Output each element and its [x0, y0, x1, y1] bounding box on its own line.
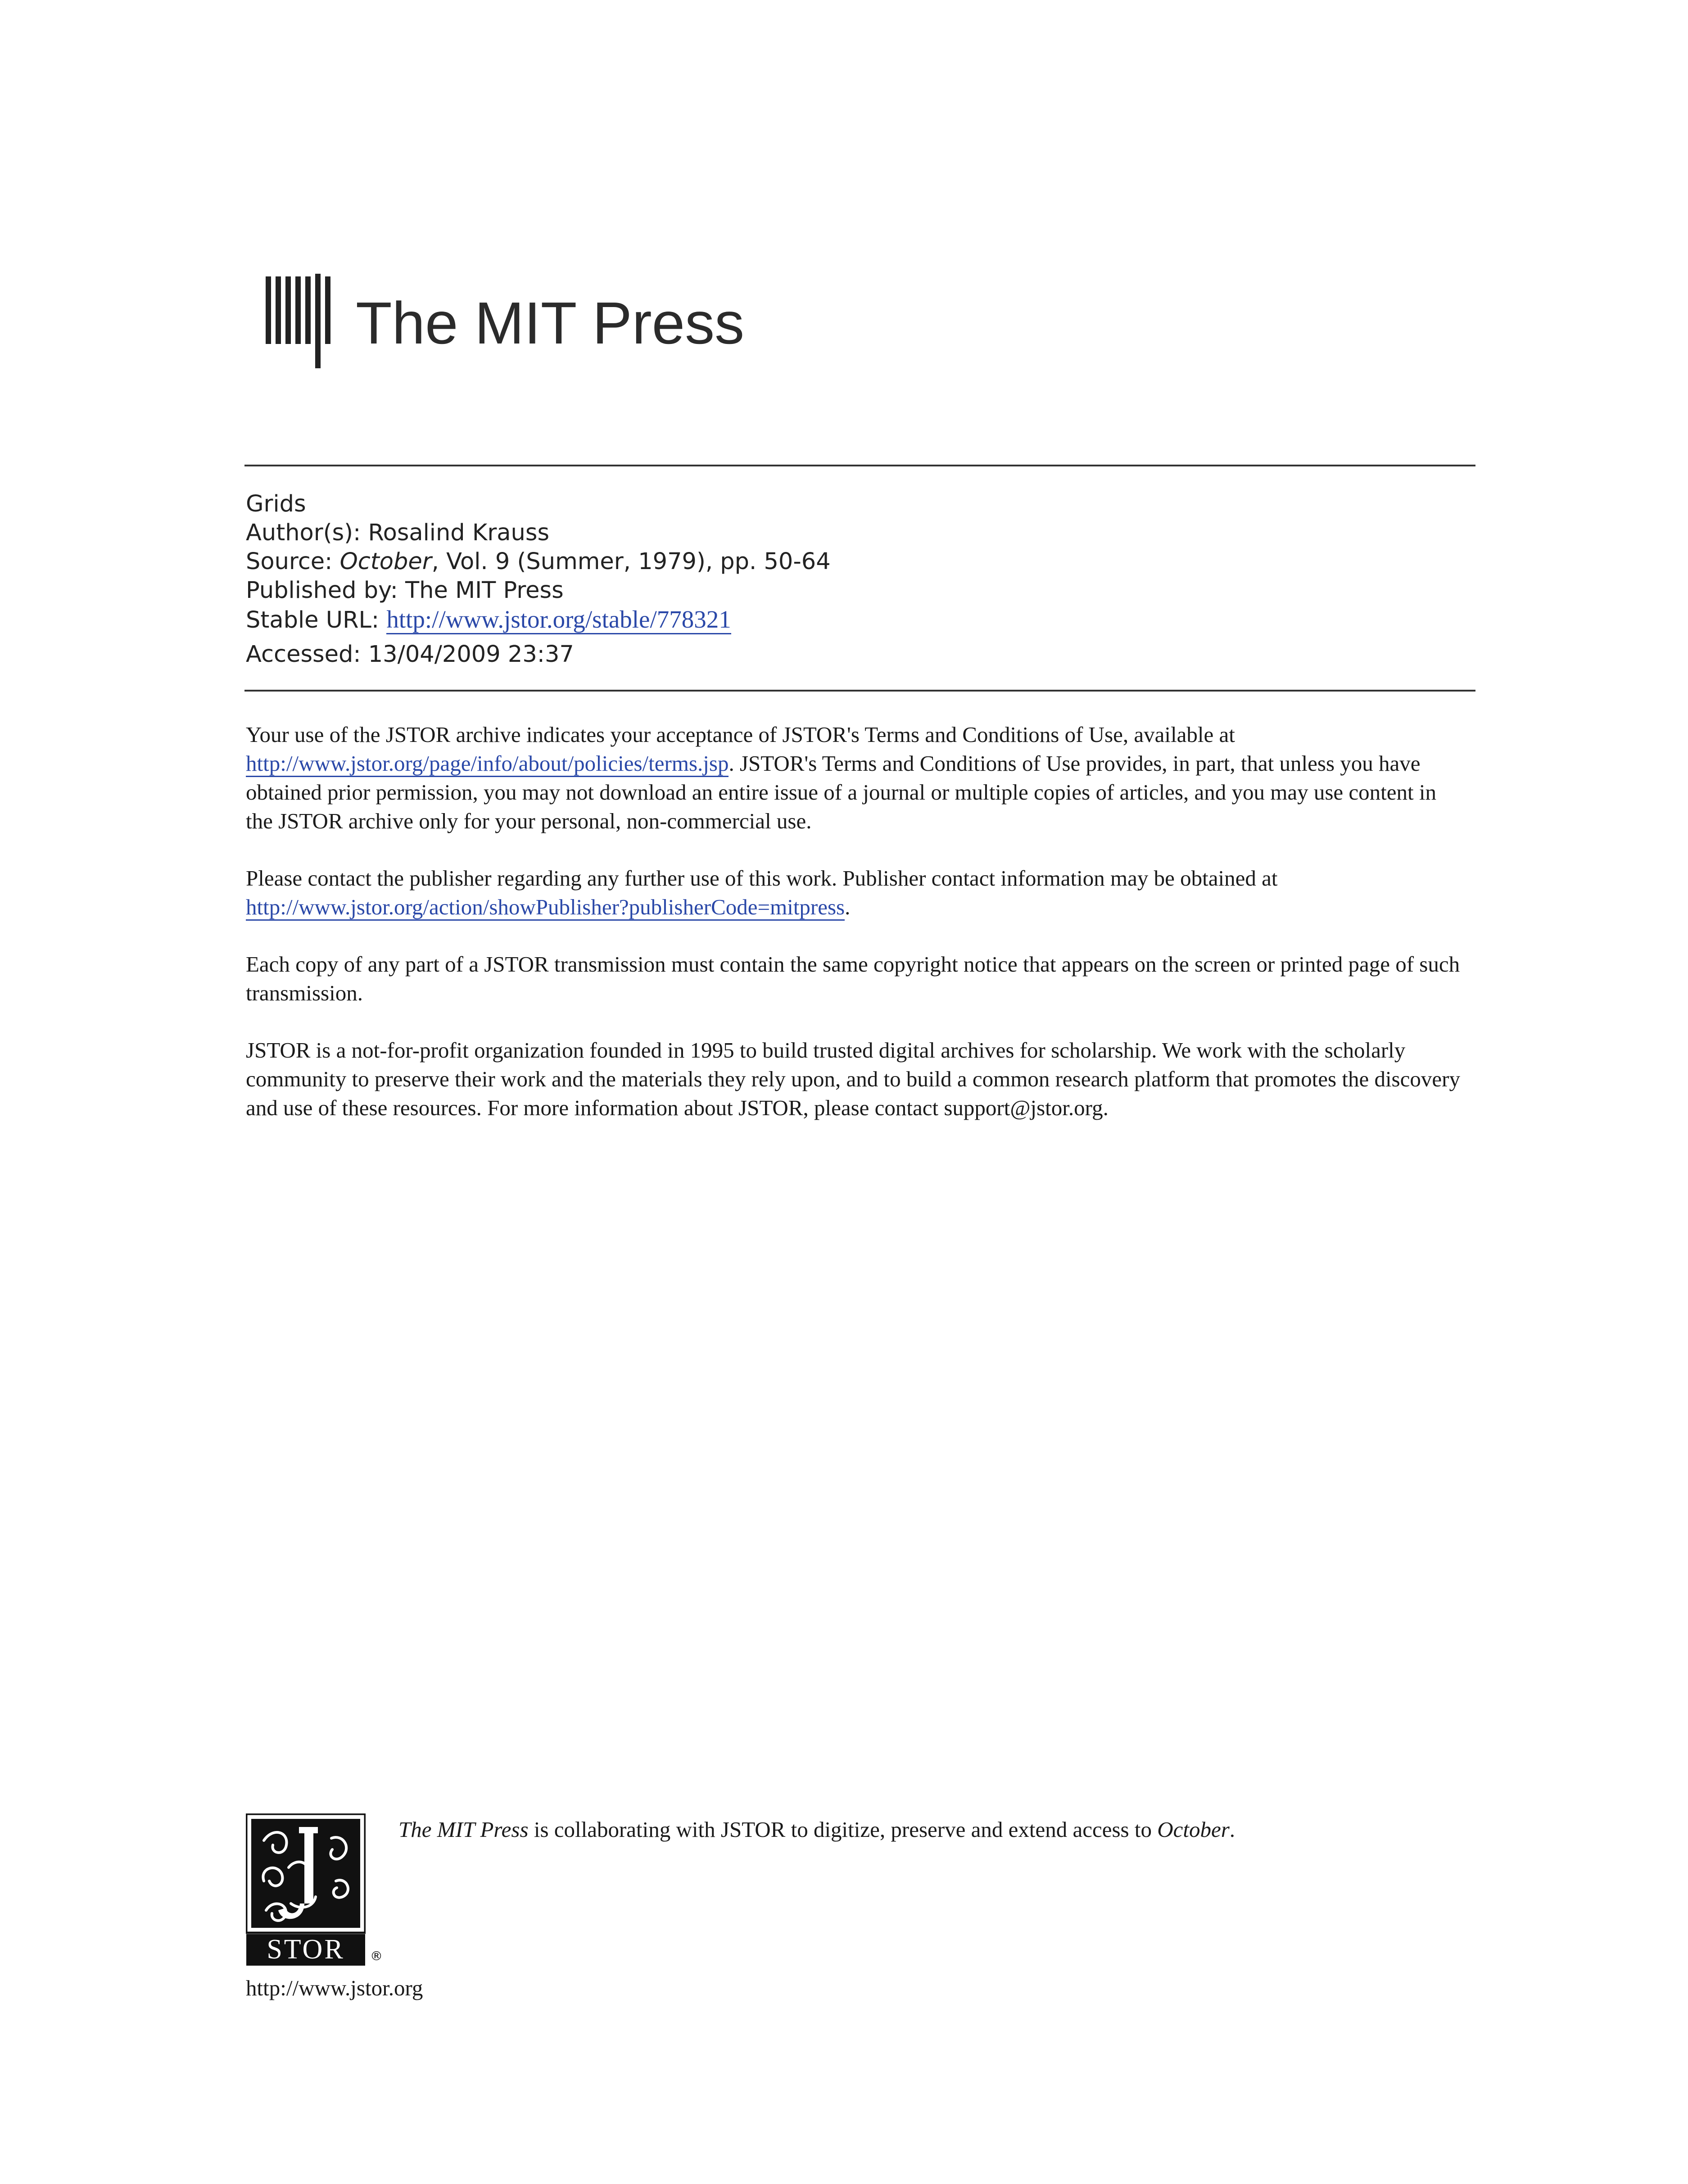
source-details: , Vol. 9 (Summer, 1979), pp. 50-64: [431, 548, 831, 575]
accessed-line: [246, 640, 1462, 669]
accessed-date: 13/04/2009 23:37: [368, 641, 574, 668]
publisher-line: [246, 576, 1462, 605]
jstor-logo: [246, 1813, 366, 1967]
collab-text: is collaborating with JSTOR to digitize, preserve and extend access to: [528, 1817, 1158, 1842]
terms-text-start: Your use of the JSTOR archive indicates your acceptance of JSTOR's Terms and Conditions of Use, available at: [246, 722, 1235, 747]
citation-block: [246, 490, 1462, 669]
stable-url-label: Stable URL:: [246, 607, 387, 633]
article-title: Grids: [246, 491, 306, 517]
publisher-contact-paragraph: [246, 864, 1462, 922]
stable-url-line: [246, 605, 1462, 635]
accessed-label: Accessed:: [246, 641, 368, 668]
author-name: Rosalind Krauss: [368, 520, 550, 546]
collaboration-statement: [398, 1815, 1235, 1844]
source-label: Source:: [246, 548, 340, 575]
stable-url-link[interactable]: http://www.jstor.org/stable/778321: [386, 606, 731, 634]
publisher-contact-text: Please contact the publisher regarding any further use of this work. Publisher contact information may be obtained at: [246, 866, 1278, 891]
jstor-logo-text: STOR: [267, 1934, 345, 1965]
terms-link[interactable]: http://www.jstor.org/page/info/about/policies/terms.jsp: [246, 751, 729, 777]
terms-paragraph: [246, 720, 1462, 836]
source-line: [246, 547, 1462, 576]
bottom-divider: [244, 690, 1475, 692]
registered-mark: ®: [370, 1949, 383, 1963]
author-label: Author(s):: [246, 520, 368, 546]
jstor-about-paragraph: JSTOR is a not-for-profit organization founded in 1995 to build trusted digital archives for scholarship. We work with the scholarly community to preserve their work and the materials they rely upon, and to build a common research platform that promotes the discovery and use of these resources. For more information about JSTOR, please contact support@jstor.org.: [246, 1038, 1460, 1120]
publisher-contact-link[interactable]: http://www.jstor.org/action/showPublisher?publisherCode=mitpress: [246, 895, 845, 921]
terms-notice: [246, 720, 1462, 1151]
publisher-contact-end: .: [845, 895, 851, 919]
copyright-paragraph: Each copy of any part of a JSTOR transmission must contain the same copyright notice that appears on the screen or printed page of such transmission.: [246, 952, 1460, 1005]
collab-end: .: [1229, 1817, 1235, 1842]
jstor-url: http://www.jstor.org: [246, 1976, 423, 2000]
published-label: Published by:: [246, 577, 405, 604]
source-journal: October: [339, 548, 432, 575]
mit-press-logo: [265, 274, 744, 368]
mit-press-logo-text: The MIT Press: [356, 290, 745, 356]
collab-publisher: The MIT Press: [398, 1817, 529, 1842]
mit-press-bars-icon: [265, 274, 337, 368]
publisher-name: The MIT Press: [405, 577, 564, 604]
terms-text-end: . JSTOR's Terms and Conditions of Use provides, in part, that unless you have obtained prior permission, you may not download an entire issue of a journal or multiple copies of articles, and you may use content in the JSTOR archive only for your personal, non-commercial use.: [246, 751, 1437, 833]
top-divider: [244, 465, 1475, 466]
author-line: [246, 519, 1462, 547]
collab-journal: October: [1157, 1817, 1230, 1842]
